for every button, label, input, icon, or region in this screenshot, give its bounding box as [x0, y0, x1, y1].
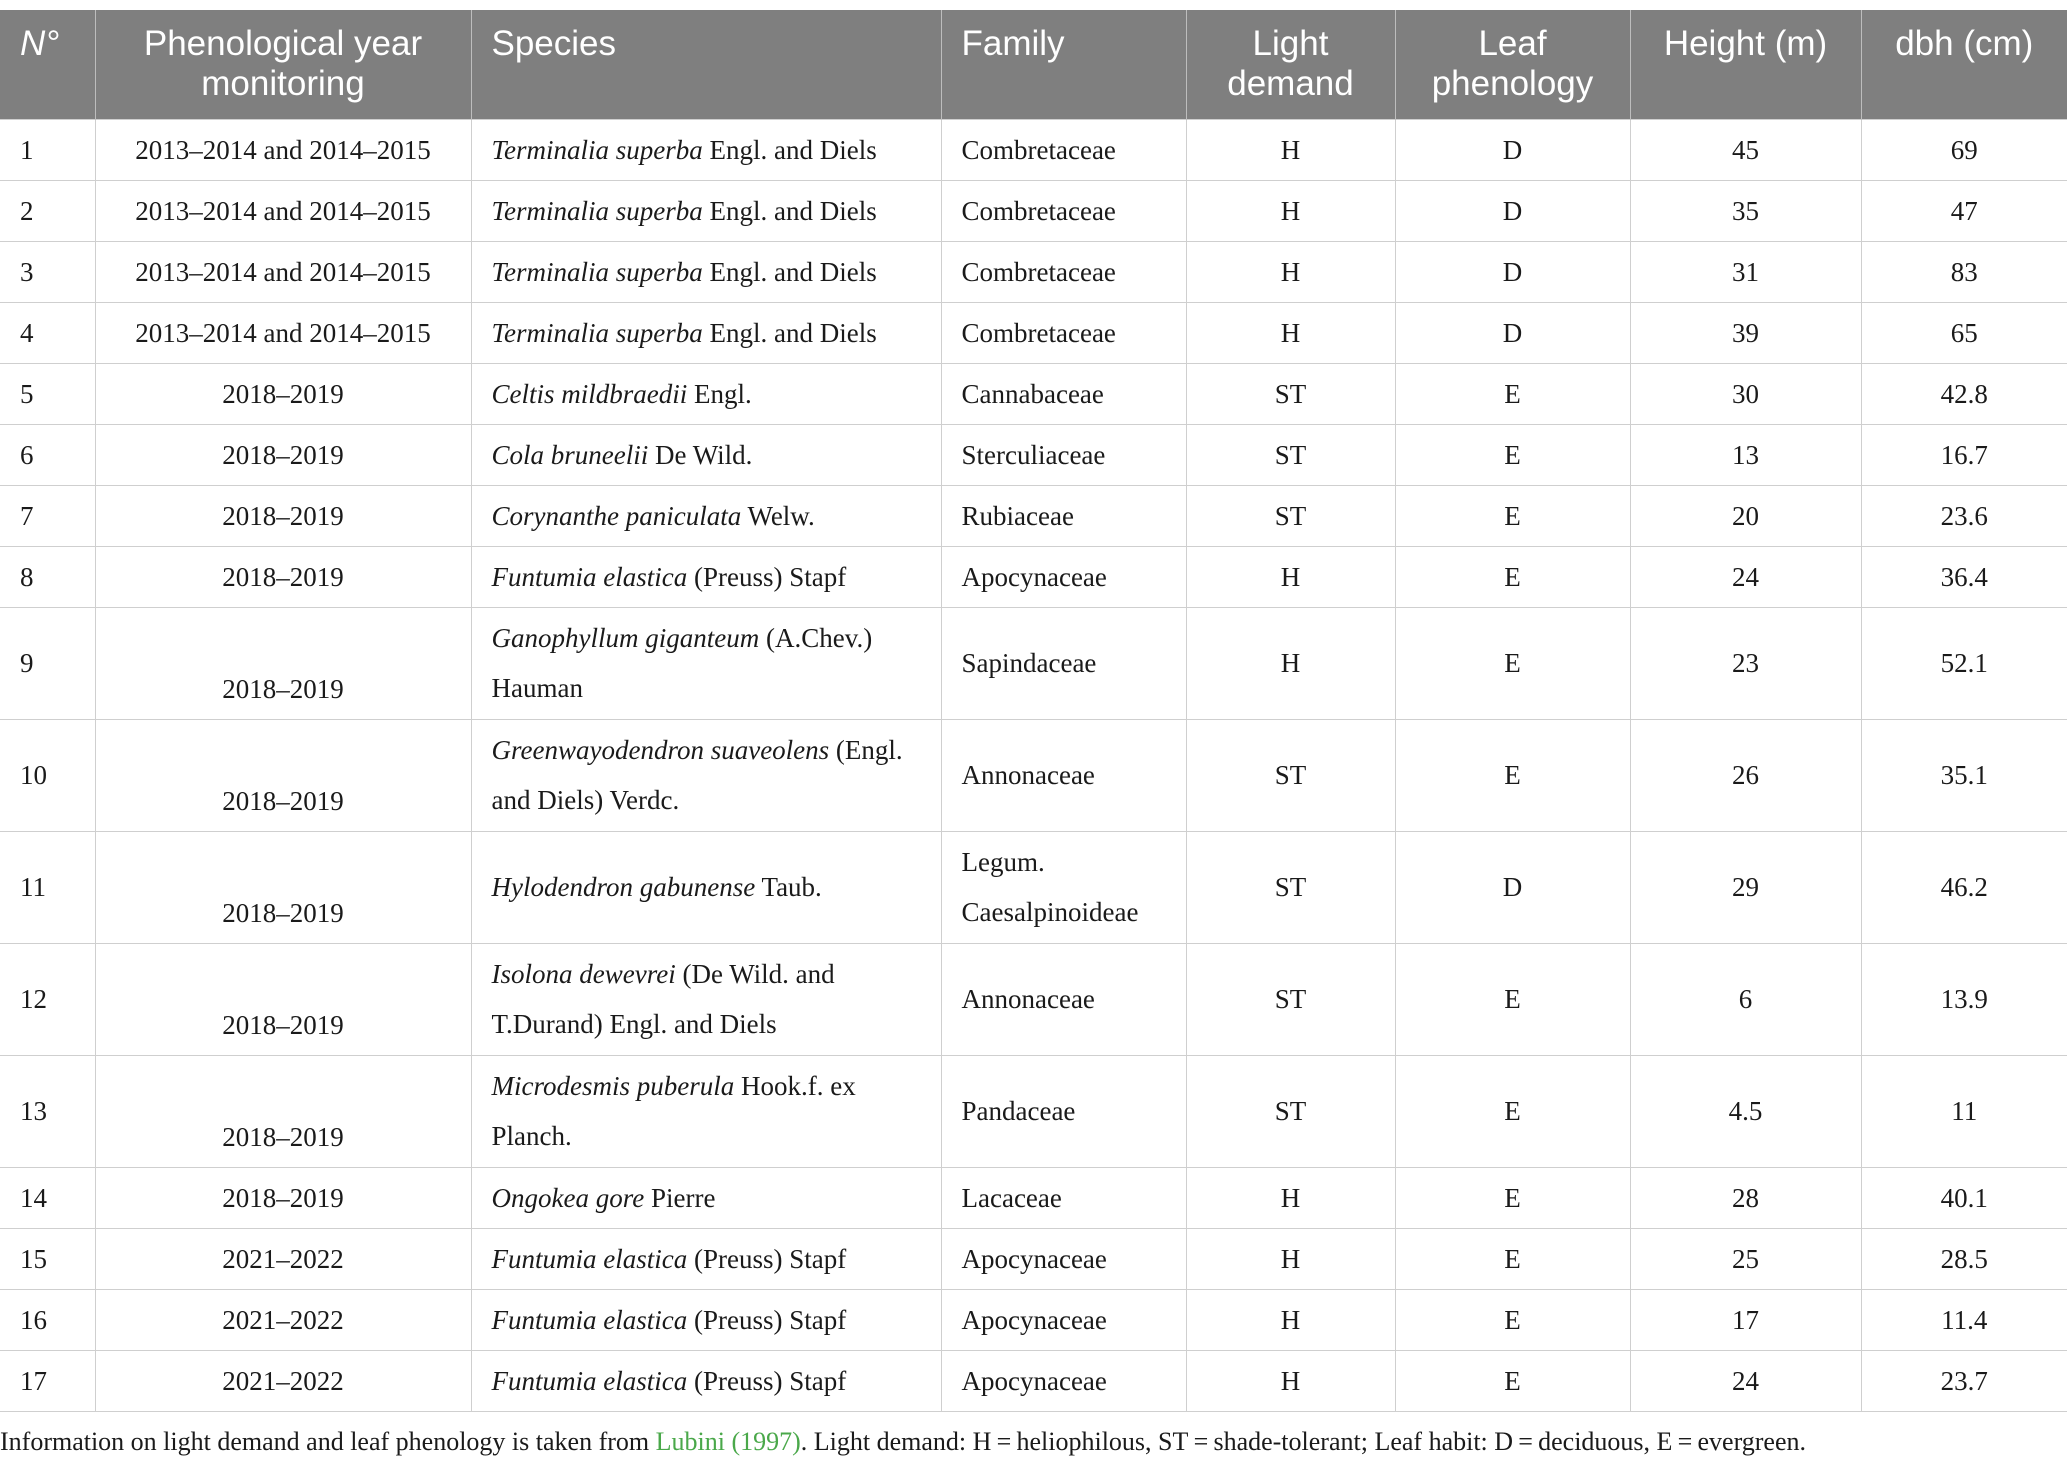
cell-number: 7: [0, 485, 95, 546]
table-row: [0, 719, 2067, 831]
cell-leaf-phenology: E: [1395, 943, 1630, 1055]
cell-species: [471, 302, 941, 363]
footnote-prefix: Information on light demand and leaf phenology is taken from: [0, 1427, 656, 1456]
cell-light-demand: H: [1186, 302, 1395, 363]
species-name: Funtumia elastica: [491, 1304, 688, 1335]
header-leaf-phenology: Leaf phenology: [1395, 10, 1630, 119]
cell-dbh: 23.7: [1861, 1350, 2067, 1411]
table-row: [0, 943, 2067, 1055]
cell-year: 2021–2022: [95, 1289, 471, 1350]
species-author: (A.Chev.) Hauman: [491, 623, 873, 703]
cell-dbh: 83: [1861, 241, 2067, 302]
cell-height: 17: [1630, 1289, 1861, 1350]
cell-number: 11: [0, 831, 95, 943]
cell-species: [471, 1289, 941, 1350]
cell-family: Rubiaceae: [941, 485, 1186, 546]
cell-dbh: 16.7: [1861, 424, 2067, 485]
cell-height: 45: [1630, 119, 1861, 180]
cell-height: 4.5: [1630, 1055, 1861, 1167]
cell-leaf-phenology: E: [1395, 719, 1630, 831]
cell-number: 1: [0, 119, 95, 180]
cell-dbh: 52.1: [1861, 607, 2067, 719]
cell-family: Combretaceae: [941, 241, 1186, 302]
cell-leaf-phenology: E: [1395, 485, 1630, 546]
cell-species: [471, 719, 941, 831]
cell-light-demand: ST: [1186, 1055, 1395, 1167]
species-name: Funtumia elastica: [491, 1365, 688, 1396]
species-author: Taub.: [755, 872, 822, 902]
cell-species: [471, 607, 941, 719]
cell-species: [471, 424, 941, 485]
cell-dbh: 11.4: [1861, 1289, 2067, 1350]
cell-number: 10: [0, 719, 95, 831]
species-author: Welw.: [741, 500, 815, 531]
cell-family: Legum. Caesalpinoideae: [941, 831, 1186, 943]
cell-family: Annonaceae: [941, 943, 1186, 1055]
species-name: Cola bruneelii: [491, 439, 649, 470]
footnote-suffix: . Light demand: H = heliophilous, ST = shade-tolerant; Leaf habit: D = deciduous, E = evergreen.: [800, 1427, 1807, 1456]
cell-family: Sterculiaceae: [941, 424, 1186, 485]
table-footnote: [0, 1424, 2067, 1460]
cell-year: 2018–2019: [95, 831, 471, 943]
table-row: [0, 1350, 2067, 1411]
cell-leaf-phenology: D: [1395, 831, 1630, 943]
header-dbh: dbh (cm): [1861, 10, 2067, 119]
cell-height: 35: [1630, 180, 1861, 241]
cell-dbh: 13.9: [1861, 943, 2067, 1055]
cell-dbh: 46.2: [1861, 831, 2067, 943]
cell-year: 2018–2019: [95, 943, 471, 1055]
cell-species: [471, 119, 941, 180]
table-row: [0, 180, 2067, 241]
cell-family: Apocynaceae: [941, 1289, 1186, 1350]
cell-light-demand: ST: [1186, 424, 1395, 485]
cell-family: Lacaceae: [941, 1167, 1186, 1228]
cell-leaf-phenology: E: [1395, 546, 1630, 607]
table-row: [0, 424, 2067, 485]
species-author: Engl.: [687, 378, 752, 409]
species-name: Corynanthe paniculata: [491, 500, 742, 531]
cell-height: 39: [1630, 302, 1861, 363]
header-family: Family: [941, 10, 1186, 119]
cell-species: [471, 943, 941, 1055]
cell-year: 2018–2019: [95, 424, 471, 485]
cell-light-demand: H: [1186, 1228, 1395, 1289]
cell-light-demand: H: [1186, 119, 1395, 180]
table-row: [0, 302, 2067, 363]
cell-species: [471, 241, 941, 302]
cell-dbh: 42.8: [1861, 363, 2067, 424]
header-species: Species: [471, 10, 941, 119]
cell-year: 2021–2022: [95, 1350, 471, 1411]
cell-year: 2018–2019: [95, 363, 471, 424]
species-name: Isolona dewevrei: [491, 959, 676, 989]
cell-family: Apocynaceae: [941, 546, 1186, 607]
cell-year: 2021–2022: [95, 1228, 471, 1289]
cell-height: 20: [1630, 485, 1861, 546]
cell-height: 24: [1630, 546, 1861, 607]
cell-height: 26: [1630, 719, 1861, 831]
cell-light-demand: H: [1186, 607, 1395, 719]
cell-species: [471, 1228, 941, 1289]
table-row: [0, 485, 2067, 546]
cell-year: 2018–2019: [95, 1167, 471, 1228]
table-row: [0, 831, 2067, 943]
cell-number: 13: [0, 1055, 95, 1167]
cell-number: 16: [0, 1289, 95, 1350]
table-header-row: [0, 10, 2067, 119]
cell-species: [471, 180, 941, 241]
cell-leaf-phenology: E: [1395, 363, 1630, 424]
cell-species: [471, 831, 941, 943]
cell-number: 3: [0, 241, 95, 302]
cell-number: 6: [0, 424, 95, 485]
cell-height: 31: [1630, 241, 1861, 302]
table-row: [0, 607, 2067, 719]
cell-height: 6: [1630, 943, 1861, 1055]
cell-year: 2013–2014 and 2014–2015: [95, 302, 471, 363]
species-author: Engl. and Diels: [702, 134, 877, 165]
cell-year: 2013–2014 and 2014–2015: [95, 241, 471, 302]
cell-height: 30: [1630, 363, 1861, 424]
table-body: [0, 119, 2067, 1411]
cell-species: [471, 363, 941, 424]
cell-year: 2018–2019: [95, 546, 471, 607]
cell-species: [471, 1167, 941, 1228]
cell-species: [471, 485, 941, 546]
cell-number: 9: [0, 607, 95, 719]
table-row: [0, 363, 2067, 424]
cell-light-demand: H: [1186, 241, 1395, 302]
cell-height: 25: [1630, 1228, 1861, 1289]
cell-dbh: 35.1: [1861, 719, 2067, 831]
cell-leaf-phenology: E: [1395, 1055, 1630, 1167]
cell-light-demand: ST: [1186, 831, 1395, 943]
species-name: Funtumia elastica: [491, 561, 688, 592]
table-row: [0, 1289, 2067, 1350]
cell-height: 24: [1630, 1350, 1861, 1411]
species-name: Terminalia superba: [491, 195, 703, 226]
table-row: [0, 1167, 2067, 1228]
cell-family: Apocynaceae: [941, 1228, 1186, 1289]
cell-dbh: 11: [1861, 1055, 2067, 1167]
cell-light-demand: ST: [1186, 719, 1395, 831]
cell-dbh: 23.6: [1861, 485, 2067, 546]
table-row: [0, 241, 2067, 302]
cell-light-demand: H: [1186, 546, 1395, 607]
species-name: Celtis mildbraedii: [491, 378, 688, 409]
cell-leaf-phenology: E: [1395, 424, 1630, 485]
cell-leaf-phenology: E: [1395, 1289, 1630, 1350]
cell-species: [471, 1350, 941, 1411]
cell-light-demand: ST: [1186, 943, 1395, 1055]
cell-light-demand: ST: [1186, 485, 1395, 546]
species-name: Funtumia elastica: [491, 1243, 688, 1274]
species-author: Engl. and Diels: [702, 195, 877, 226]
cell-number: 8: [0, 546, 95, 607]
species-author: (Preuss) Stapf: [687, 1304, 847, 1335]
cell-leaf-phenology: D: [1395, 302, 1630, 363]
cell-height: 23: [1630, 607, 1861, 719]
header-height: Height (m): [1630, 10, 1861, 119]
species-name: Terminalia superba: [491, 317, 703, 348]
species-author: (Preuss) Stapf: [687, 561, 847, 592]
species-author: (Preuss) Stapf: [687, 1243, 847, 1274]
cell-leaf-phenology: E: [1395, 1350, 1630, 1411]
cell-dbh: 40.1: [1861, 1167, 2067, 1228]
cell-family: Combretaceae: [941, 180, 1186, 241]
species-author: Engl. and Diels: [702, 256, 877, 287]
cell-leaf-phenology: E: [1395, 607, 1630, 719]
cell-family: Apocynaceae: [941, 1350, 1186, 1411]
cell-year: 2018–2019: [95, 1055, 471, 1167]
cell-dbh: 69: [1861, 119, 2067, 180]
cell-light-demand: H: [1186, 1350, 1395, 1411]
table-row: [0, 546, 2067, 607]
cell-year: 2018–2019: [95, 485, 471, 546]
cell-dbh: 36.4: [1861, 546, 2067, 607]
table-row: [0, 119, 2067, 180]
species-name: Hylodendron gabunense: [491, 872, 756, 902]
cell-number: 4: [0, 302, 95, 363]
cell-family: Combretaceae: [941, 302, 1186, 363]
header-light-demand: Light demand: [1186, 10, 1395, 119]
cell-height: 13: [1630, 424, 1861, 485]
cell-family: Cannabaceae: [941, 363, 1186, 424]
cell-height: 29: [1630, 831, 1861, 943]
species-name: Microdesmis puberula: [491, 1071, 735, 1101]
cell-number: 14: [0, 1167, 95, 1228]
cell-dbh: 28.5: [1861, 1228, 2067, 1289]
cell-year: 2013–2014 and 2014–2015: [95, 180, 471, 241]
cell-leaf-phenology: D: [1395, 180, 1630, 241]
species-author: Hook.f. ex Planch.: [491, 1071, 856, 1151]
species-name: Terminalia superba: [491, 256, 703, 287]
cell-leaf-phenology: E: [1395, 1167, 1630, 1228]
cell-species: [471, 546, 941, 607]
cell-number: 12: [0, 943, 95, 1055]
cell-family: Annonaceae: [941, 719, 1186, 831]
cell-species: [471, 1055, 941, 1167]
cell-number: 17: [0, 1350, 95, 1411]
cell-dbh: 65: [1861, 302, 2067, 363]
species-author: (Engl. and Diels) Verdc.: [491, 735, 903, 815]
cell-number: 15: [0, 1228, 95, 1289]
cell-number: 5: [0, 363, 95, 424]
cell-family: Sapindaceae: [941, 607, 1186, 719]
table-row: [0, 1228, 2067, 1289]
cell-year: 2018–2019: [95, 607, 471, 719]
cell-light-demand: ST: [1186, 363, 1395, 424]
species-name: Terminalia superba: [491, 134, 703, 165]
cell-year: 2013–2014 and 2014–2015: [95, 119, 471, 180]
cell-light-demand: H: [1186, 1289, 1395, 1350]
cell-family: Pandaceae: [941, 1055, 1186, 1167]
cell-height: 28: [1630, 1167, 1861, 1228]
species-name: Greenwayodendron suaveolens: [491, 735, 830, 765]
header-number: N°: [0, 10, 95, 119]
cell-leaf-phenology: D: [1395, 119, 1630, 180]
cell-year: 2018–2019: [95, 719, 471, 831]
species-table: [0, 10, 2067, 1412]
cell-light-demand: H: [1186, 180, 1395, 241]
cell-number: 2: [0, 180, 95, 241]
cell-light-demand: H: [1186, 1167, 1395, 1228]
species-author: De Wild.: [648, 439, 753, 470]
table-row: [0, 1055, 2067, 1167]
footnote-reference-link[interactable]: Lubini (1997): [655, 1427, 801, 1456]
cell-leaf-phenology: E: [1395, 1228, 1630, 1289]
species-author: Engl. and Diels: [702, 317, 877, 348]
species-author: (Preuss) Stapf: [687, 1365, 847, 1396]
cell-family: Combretaceae: [941, 119, 1186, 180]
cell-leaf-phenology: D: [1395, 241, 1630, 302]
species-name: Ganophyllum giganteum: [491, 623, 760, 653]
species-author: Pierre: [644, 1182, 716, 1213]
cell-dbh: 47: [1861, 180, 2067, 241]
header-year: Phenological year monitoring: [95, 10, 471, 119]
species-name: Ongokea gore: [491, 1182, 645, 1213]
species-author: (De Wild. and T.Durand) Engl. and Diels: [491, 959, 835, 1039]
